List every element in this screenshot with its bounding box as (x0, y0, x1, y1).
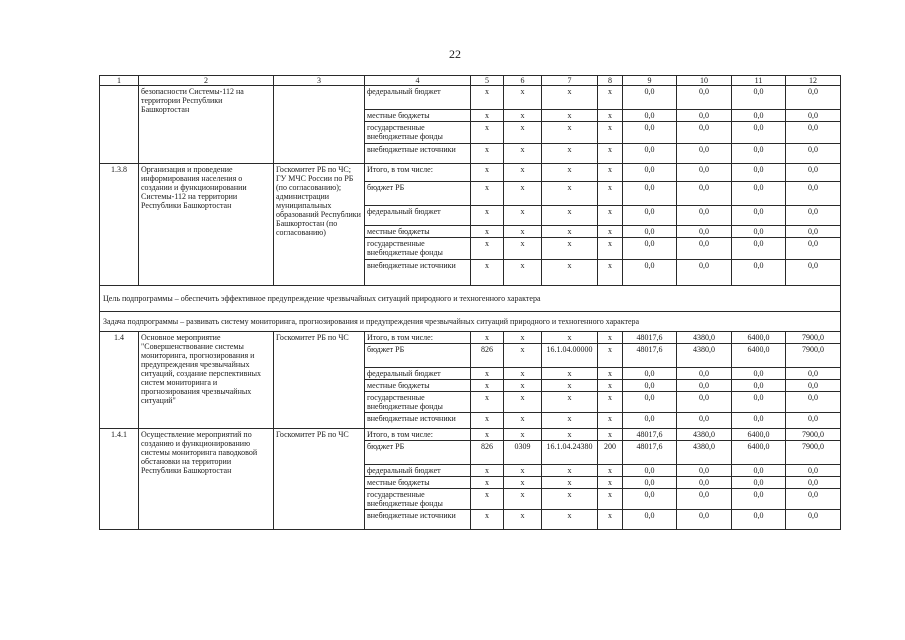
column-header: 1 (100, 76, 139, 86)
value-cell: x (542, 206, 598, 226)
value-cell: 0,0 (623, 238, 677, 260)
value-cell: x (542, 368, 598, 380)
value-cell: x (542, 510, 598, 530)
value-cell: x (598, 238, 623, 260)
value-cell: x (598, 465, 623, 477)
value-cell: x (542, 380, 598, 392)
executor-cell: Госкомитет РБ по ЧС (274, 332, 365, 429)
value-cell: 0,0 (677, 122, 732, 144)
value-cell: 0,0 (786, 489, 841, 510)
value-cell: 0,0 (786, 206, 841, 226)
value-cell: 4380,0 (677, 429, 732, 441)
value-cell: 0,0 (732, 413, 786, 429)
value-cell: x (542, 332, 598, 344)
column-header: 12 (786, 76, 841, 86)
value-cell: 0,0 (677, 465, 732, 477)
value-cell: x (504, 86, 542, 110)
value-cell: 0,0 (786, 86, 841, 110)
value-cell: 0,0 (677, 413, 732, 429)
value-cell: x (542, 182, 598, 206)
value-cell: 0,0 (786, 260, 841, 286)
value-cell: x (598, 144, 623, 164)
value-cell: 0,0 (677, 510, 732, 530)
value-cell: 48017,6 (623, 429, 677, 441)
funding-source-cell: государственные внебюджетные фонды (365, 489, 471, 510)
value-cell: 0,0 (677, 489, 732, 510)
value-cell: x (504, 144, 542, 164)
value-cell: 0,0 (732, 392, 786, 413)
value-cell: 0,0 (623, 465, 677, 477)
value-cell: x (471, 206, 504, 226)
item-number-cell: 1.4 (100, 332, 139, 429)
item-name-cell: безопасности Системы-112 на территории Республики Башкортостан (139, 86, 274, 164)
value-cell: 0,0 (786, 380, 841, 392)
table-row (100, 164, 841, 182)
value-cell: x (542, 489, 598, 510)
value-cell: x (471, 489, 504, 510)
column-header: 11 (732, 76, 786, 86)
value-cell: 16.1.04.24380 (542, 441, 598, 465)
value-cell: 7900,0 (786, 332, 841, 344)
value-cell: x (504, 260, 542, 286)
item-name-cell: Основное мероприятие "Совершенствование системы мониторинга, прогнозирования и предупреждения чрезвычайных ситуаций, создание перспективных систем мониторинга и прогнозирования чрезвычайных ситуаций" (139, 332, 274, 429)
value-cell: 0,0 (732, 510, 786, 530)
value-cell: 0,0 (732, 260, 786, 286)
value-cell: x (542, 413, 598, 429)
executor-cell: Госкомитет РБ по ЧС; ГУ МЧС России по РБ (по согласованию); администрации муниципальных образований Республики Башкортостан (по согласованию) (274, 164, 365, 286)
value-cell: 0,0 (732, 182, 786, 206)
funding-source-cell: бюджет РБ (365, 182, 471, 206)
value-cell: 0,0 (623, 392, 677, 413)
value-cell: x (504, 182, 542, 206)
value-cell: x (542, 392, 598, 413)
value-cell: x (504, 164, 542, 182)
value-cell: 0,0 (677, 392, 732, 413)
funding-source-cell: государственные внебюджетные фонды (365, 122, 471, 144)
value-cell: x (471, 392, 504, 413)
value-cell: x (471, 122, 504, 144)
value-cell: x (504, 344, 542, 368)
value-cell: 0,0 (786, 226, 841, 238)
value-cell: 0,0 (623, 413, 677, 429)
table-row (100, 86, 841, 110)
funding-source-cell: внебюджетные источники (365, 413, 471, 429)
value-cell: 0,0 (786, 368, 841, 380)
funding-source-cell: бюджет РБ (365, 344, 471, 368)
value-cell: x (598, 110, 623, 122)
value-cell: x (471, 260, 504, 286)
value-cell: x (504, 332, 542, 344)
value-cell: 0,0 (623, 144, 677, 164)
value-cell: x (598, 260, 623, 286)
funding-source-cell: федеральный бюджет (365, 368, 471, 380)
value-cell: 0,0 (786, 238, 841, 260)
value-cell: 0,0 (623, 164, 677, 182)
value-cell: x (504, 489, 542, 510)
value-cell: x (471, 510, 504, 530)
value-cell: x (504, 206, 542, 226)
value-cell: 0,0 (623, 260, 677, 286)
value-cell: 0,0 (623, 110, 677, 122)
value-cell: 0,0 (623, 368, 677, 380)
value-cell: 0,0 (677, 110, 732, 122)
funding-source-cell: Итого, в том числе: (365, 164, 471, 182)
column-header: 7 (542, 76, 598, 86)
value-cell: 0,0 (786, 122, 841, 144)
column-header: 10 (677, 76, 732, 86)
value-cell: x (598, 86, 623, 110)
value-cell: x (542, 110, 598, 122)
value-cell: 0,0 (677, 368, 732, 380)
value-cell: 0,0 (732, 86, 786, 110)
funding-source-cell: федеральный бюджет (365, 465, 471, 477)
value-cell: x (542, 477, 598, 489)
value-cell: x (598, 344, 623, 368)
task-row (100, 312, 841, 332)
value-cell: x (504, 477, 542, 489)
value-cell: x (471, 465, 504, 477)
value-cell: x (542, 164, 598, 182)
value-cell: 0,0 (786, 465, 841, 477)
value-cell: 0,0 (677, 206, 732, 226)
value-cell: x (471, 413, 504, 429)
funding-source-cell: Итого, в том числе: (365, 429, 471, 441)
value-cell: 7900,0 (786, 429, 841, 441)
value-cell: x (598, 182, 623, 206)
value-cell: x (471, 226, 504, 238)
value-cell: x (471, 86, 504, 110)
value-cell: x (504, 238, 542, 260)
value-cell: 16.1.04.00000 (542, 344, 598, 368)
column-header: 9 (623, 76, 677, 86)
value-cell: 0,0 (786, 477, 841, 489)
value-cell: 0,0 (677, 238, 732, 260)
value-cell: 826 (471, 344, 504, 368)
funding-source-cell: внебюджетные источники (365, 510, 471, 530)
item-number-cell: 1.3.8 (100, 164, 139, 286)
value-cell: 0,0 (786, 182, 841, 206)
value-cell: 0,0 (732, 110, 786, 122)
program-table (99, 75, 841, 530)
value-cell: 0,0 (623, 489, 677, 510)
column-header: 4 (365, 76, 471, 86)
value-cell: 0,0 (623, 86, 677, 110)
value-cell: 0,0 (786, 510, 841, 530)
value-cell: 7900,0 (786, 344, 841, 368)
column-header: 8 (598, 76, 623, 86)
value-cell: 0,0 (732, 380, 786, 392)
value-cell: 0,0 (623, 380, 677, 392)
funding-source-cell: государственные внебюджетные фонды (365, 392, 471, 413)
funding-source-cell: федеральный бюджет (365, 86, 471, 110)
value-cell: 0,0 (732, 206, 786, 226)
value-cell: 0,0 (732, 164, 786, 182)
value-cell: x (471, 182, 504, 206)
value-cell: 0,0 (732, 144, 786, 164)
column-header: 6 (504, 76, 542, 86)
value-cell: x (598, 226, 623, 238)
value-cell: 0,0 (677, 164, 732, 182)
value-cell: 0,0 (677, 260, 732, 286)
executor-cell (274, 86, 365, 164)
funding-source-cell: внебюджетные источники (365, 260, 471, 286)
value-cell: 0,0 (623, 122, 677, 144)
value-cell: x (598, 380, 623, 392)
value-cell: x (542, 144, 598, 164)
value-cell: 0,0 (623, 226, 677, 238)
value-cell: x (504, 226, 542, 238)
value-cell: 6400,0 (732, 429, 786, 441)
value-cell: x (471, 164, 504, 182)
column-header: 5 (471, 76, 504, 86)
funding-source-cell: местные бюджеты (365, 226, 471, 238)
value-cell: 6400,0 (732, 332, 786, 344)
value-cell: x (471, 380, 504, 392)
value-cell: x (542, 238, 598, 260)
value-cell: x (542, 122, 598, 144)
value-cell: x (598, 122, 623, 144)
value-cell: x (598, 413, 623, 429)
goal-row (100, 286, 841, 312)
value-cell: x (598, 164, 623, 182)
value-cell: 0,0 (786, 164, 841, 182)
table-row (100, 429, 841, 441)
value-cell: x (471, 110, 504, 122)
value-cell: x (504, 368, 542, 380)
value-cell: 0,0 (732, 226, 786, 238)
subprogram-task: Задача подпрограммы – развивать систему мониторинга, прогнозирования и предупреждения чрезвычайных ситуаций природного и техногенного характера (100, 312, 841, 332)
value-cell: 0,0 (732, 368, 786, 380)
value-cell: x (471, 429, 504, 441)
value-cell: x (598, 510, 623, 530)
column-header: 2 (139, 76, 274, 86)
value-cell: 826 (471, 441, 504, 465)
value-cell: x (504, 380, 542, 392)
value-cell: x (598, 332, 623, 344)
value-cell: x (542, 260, 598, 286)
value-cell: x (598, 429, 623, 441)
funding-source-cell: внебюджетные источники (365, 144, 471, 164)
funding-source-cell: федеральный бюджет (365, 206, 471, 226)
funding-source-cell: бюджет РБ (365, 441, 471, 465)
subprogram-goal: Цель подпрограммы – обеспечить эффективное предупреждение чрезвычайных ситуаций природного и техногенного характера (100, 286, 841, 312)
item-number-cell: 1.4.1 (100, 429, 139, 530)
page-number: 22 (449, 47, 461, 61)
value-cell: x (504, 122, 542, 144)
item-name-cell: Осуществление мероприятий по созданию и функционированию системы мониторинга паводковой обстановки на территории Республики Башкортостан (139, 429, 274, 530)
value-cell: x (504, 429, 542, 441)
value-cell: 0,0 (677, 477, 732, 489)
value-cell: x (471, 368, 504, 380)
value-cell: 0,0 (786, 144, 841, 164)
value-cell: x (471, 477, 504, 489)
value-cell: 200 (598, 441, 623, 465)
value-cell: x (542, 86, 598, 110)
value-cell: 48017,6 (623, 344, 677, 368)
value-cell: x (598, 392, 623, 413)
value-cell: 0,0 (677, 380, 732, 392)
value-cell: x (504, 510, 542, 530)
value-cell: 0,0 (786, 413, 841, 429)
value-cell: x (542, 226, 598, 238)
value-cell: x (542, 429, 598, 441)
value-cell: x (471, 238, 504, 260)
funding-source-cell: местные бюджеты (365, 110, 471, 122)
value-cell: x (598, 206, 623, 226)
value-cell: x (598, 489, 623, 510)
funding-source-cell: местные бюджеты (365, 477, 471, 489)
value-cell: 4380,0 (677, 332, 732, 344)
value-cell: x (598, 477, 623, 489)
value-cell: 0,0 (732, 477, 786, 489)
header-row (100, 76, 841, 86)
table-row (100, 332, 841, 344)
value-cell: 48017,6 (623, 332, 677, 344)
value-cell: 0,0 (677, 226, 732, 238)
column-header: 3 (274, 76, 365, 86)
value-cell: 0,0 (623, 510, 677, 530)
value-cell: x (471, 332, 504, 344)
value-cell: 0,0 (732, 238, 786, 260)
value-cell: 6400,0 (732, 441, 786, 465)
value-cell: x (504, 413, 542, 429)
value-cell: 0,0 (677, 86, 732, 110)
value-cell: 0,0 (623, 206, 677, 226)
value-cell: 7900,0 (786, 441, 841, 465)
executor-cell: Госкомитет РБ по ЧС (274, 429, 365, 530)
value-cell: x (542, 465, 598, 477)
value-cell: x (504, 110, 542, 122)
value-cell: 6400,0 (732, 344, 786, 368)
value-cell: x (598, 368, 623, 380)
value-cell: 0,0 (623, 477, 677, 489)
value-cell: 0,0 (677, 182, 732, 206)
value-cell: 0,0 (786, 392, 841, 413)
value-cell: 0,0 (677, 144, 732, 164)
item-name-cell: Организация и проведение информирования населения о создании и функционировании Системы-112 на территории Республики Башкортостан (139, 164, 274, 286)
value-cell: 0,0 (786, 110, 841, 122)
funding-source-cell: Итого, в том числе: (365, 332, 471, 344)
funding-source-cell: местные бюджеты (365, 380, 471, 392)
value-cell: x (504, 392, 542, 413)
value-cell: 0,0 (623, 182, 677, 206)
value-cell: 48017,6 (623, 441, 677, 465)
value-cell: 0309 (504, 441, 542, 465)
item-number-cell (100, 86, 139, 164)
value-cell: 0,0 (732, 465, 786, 477)
value-cell: 4380,0 (677, 344, 732, 368)
value-cell: x (504, 465, 542, 477)
value-cell: 0,0 (732, 122, 786, 144)
value-cell: 4380,0 (677, 441, 732, 465)
value-cell: x (471, 144, 504, 164)
funding-source-cell: государственные внебюджетные фонды (365, 238, 471, 260)
value-cell: 0,0 (732, 489, 786, 510)
